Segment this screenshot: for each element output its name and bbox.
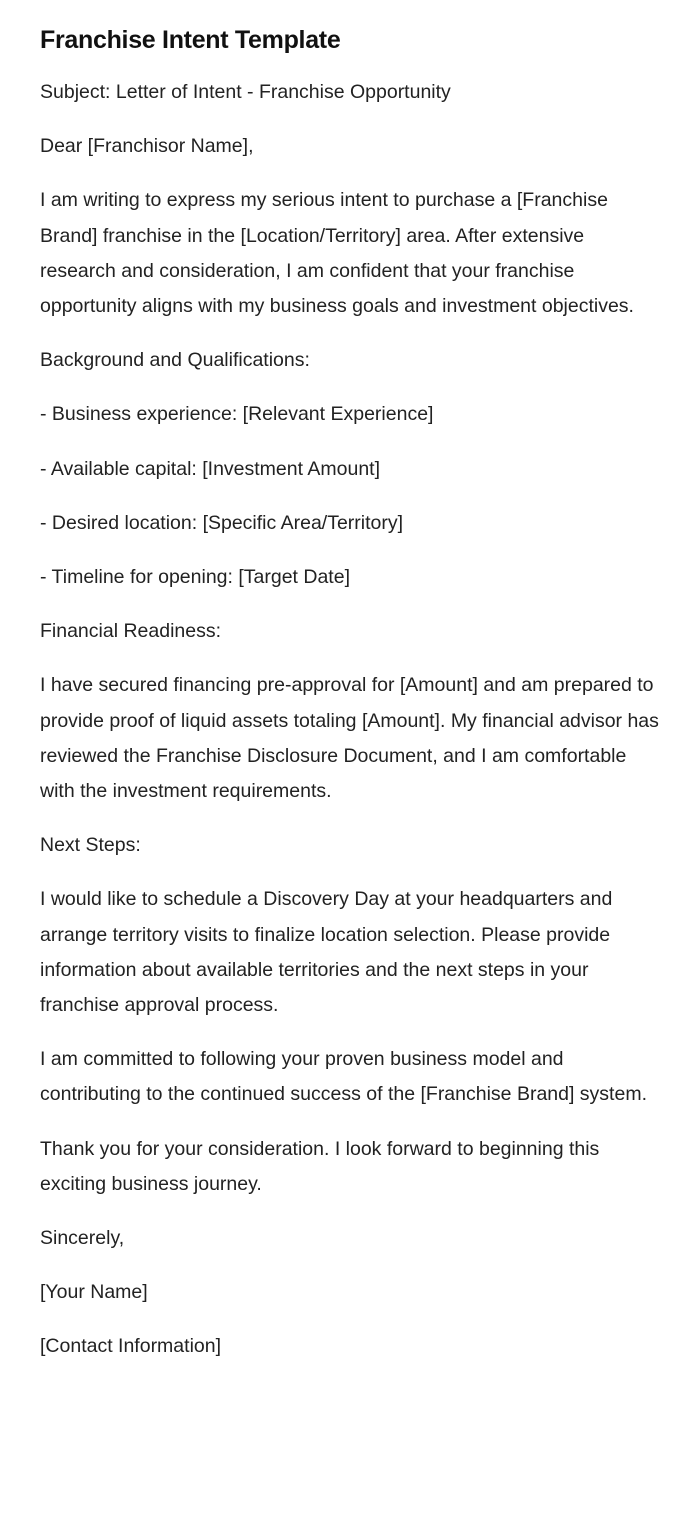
contact-information: [Contact Information] [40,1335,222,1358]
financial-paragraph: I have secured financing pre-approval for [Amount] and am prepared to provide proof of liquid assets totaling [Amount]. My financial advisor has reviewed the Franchise Disclosure Document, and I am comfortable with the investment requirements. [40,674,659,803]
closing-line: Sincerely, [40,1227,125,1250]
signature-name: [Your Name] [40,1281,148,1304]
document-title: Franchise Intent Template [40,26,341,54]
qualification-item-location: - Desired location: [Specific Area/Territory] [40,511,404,534]
intro-paragraph: I am writing to express my serious intent to purchase a [Franchise Brand] franchise in the [Location/Territory] area. After extensive research and consideration, I am confident that your franchise opportunity aligns with my business goals and investment objectives. [40,189,634,318]
thanks-paragraph: Thank you for your consideration. I look forward to beginning this exciting business journey. [40,1137,600,1195]
next-steps-heading: Next Steps: [40,834,141,857]
qualification-item-experience: - Business experience: [Relevant Experience] [40,403,434,426]
qualification-item-timeline: - Timeline for opening: [Target Date] [40,566,350,589]
salutation: Dear [Franchisor Name], [40,135,254,158]
commitment-paragraph: I am committed to following your proven business model and contributing to the continued success of the [Franchise Brand] system. [40,1048,647,1106]
financial-heading: Financial Readiness: [40,620,222,643]
qualification-item-capital: - Available capital: [Investment Amount] [40,457,380,480]
subject-line: Subject: Letter of Intent - Franchise Opportunity [40,81,451,103]
background-heading: Background and Qualifications: [40,349,310,372]
next-steps-paragraph: I would like to schedule a Discovery Day at your headquarters and arrange territory visits to finalize location selection. Please provide information about available territories and the next steps in your franchise approval process. [40,888,613,1017]
